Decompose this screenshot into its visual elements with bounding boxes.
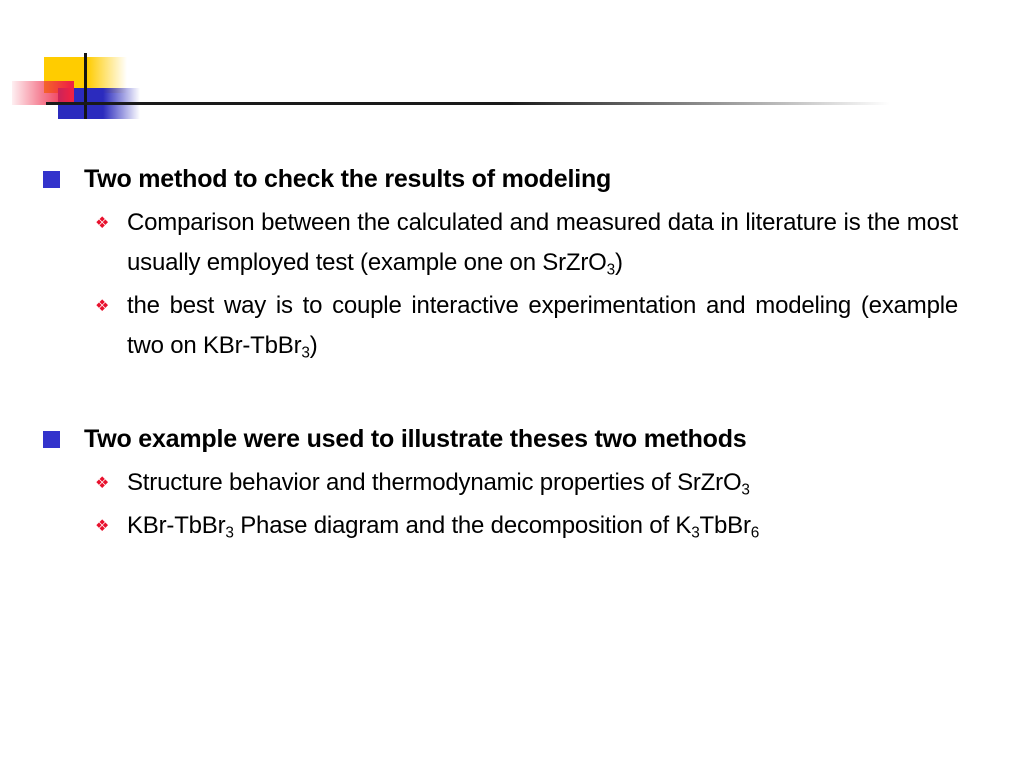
diamond-bullet-icon: ❖ — [95, 473, 110, 492]
diamond-bullet-icon: ❖ — [95, 296, 110, 315]
sub-bullet-item — [95, 506, 958, 546]
section-1-sub-items — [95, 203, 958, 366]
section-2-heading: Two example were used to illustrate theses two methods — [84, 425, 747, 453]
square-bullet-icon — [43, 431, 60, 448]
sub-bullet-item — [95, 203, 958, 283]
bullet-item-heading-2 — [43, 424, 983, 455]
sub-bullet-item — [95, 463, 958, 503]
square-bullet-icon — [43, 171, 60, 188]
section-1-heading: Two method to check the results of modeling — [84, 165, 612, 193]
section-2-sub-items — [95, 463, 958, 546]
section-1-item-1-text: Comparison between the calculated and measured data in literature is the most usually employed test (example one on SrZrO$_3$) — [127, 209, 958, 279]
bullet-item-heading-1 — [43, 164, 983, 195]
section-2-item-2-text: KBr-TbBr$_3$ Phase diagram and the decomposition of $K_3TbBr_6$ — [127, 512, 760, 542]
diamond-bullet-icon: ❖ — [95, 213, 110, 232]
decoration-vertical-line — [84, 53, 87, 119]
sub-bullet-item — [95, 286, 958, 366]
section-2-item-1-text: Structure behavior and thermodynamic properties of SrZrO$_3$ — [127, 469, 750, 499]
decoration-horizontal-line — [46, 102, 890, 105]
section-1-item-2-text: the best way is to couple interactive experimentation and modeling (example two on KBr-TbBr$_3$) — [127, 292, 958, 362]
diamond-bullet-icon: ❖ — [95, 516, 110, 535]
